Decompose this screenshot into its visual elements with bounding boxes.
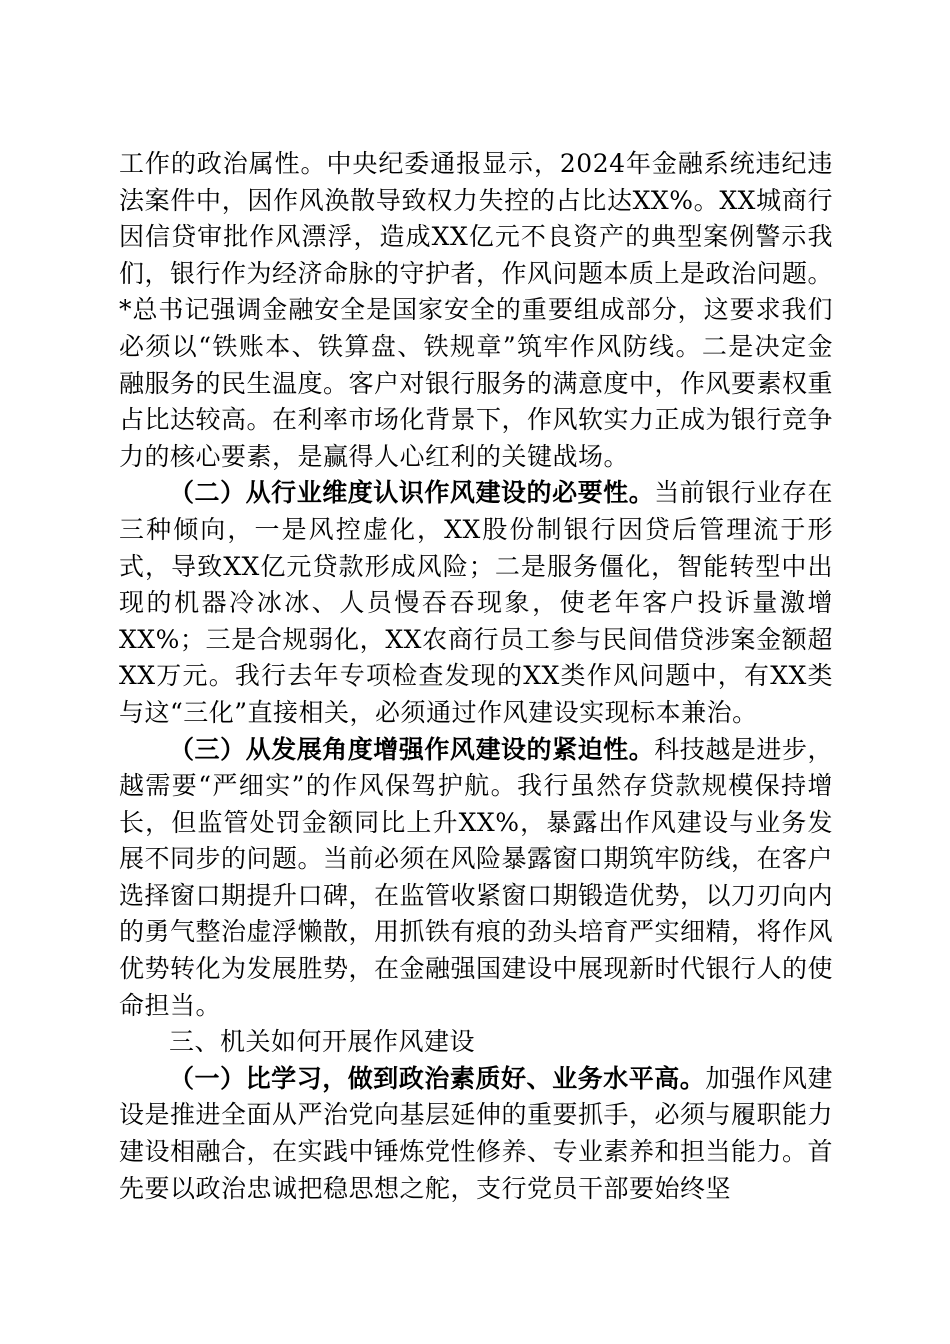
subheading-industry-necessity: （二）从行业维度认识作风建设的必要性。 <box>169 478 655 508</box>
paragraph-development-urgency <box>119 732 833 1025</box>
paragraph-study <box>119 1061 833 1207</box>
paragraph-industry-necessity <box>119 475 833 731</box>
document-page <box>119 146 833 1207</box>
paragraph-continuation: 工作的政治属性。中央纪委通报显示，2024年金融系统违纪违法案件中，因作风涣散导致权力失控的占比达XX%。XX城商行因信贷审批作风漂浮，造成XX亿元不良资产的典型案例警示我们，银行作为经济命脉的守护者，作风问题本质上是政治问题。*总书记强调金融安全是国家安全的重要组成部分，这要求我们必须以“铁账本、铁算盘、铁规章”筑牢作风防线。二是决定金融服务的民生温度。客户对银行服务的满意度中，作风要素权重占比达较高。在利率市场化背景下，作风软实力正成为银行竞争力的核心要素，是赢得人心红利的关键战场。 <box>119 149 834 471</box>
body-industry-necessity: 当前银行业存在三种倾向，一是风控虚化，XX股份制银行因贷后管理流于形式，导致XX亿元贷款形成风险；二是服务僵化，智能转型中出现的机器冷冰冰、人员慢吞吞现象，使老年客户投诉量激增XX%；三是合规弱化，XX农商行员工参与民间借贷涉案金额超XX万元。我行去年专项检查发现的XX类作风问题中，有XX类与这“三化”直接相关，必须通过作风建设实现标本兼治。 <box>119 478 833 727</box>
body-study: 加强作风建设是推进全面从严治党向基层延伸的重要抓手，必须与履职能力建设相融合，在实践中锤炼党性修养、专业素养和担当能力。首先要以政治忠诚把稳思想之舵，支行党员干部要始终坚 <box>119 1063 834 1203</box>
body-development-urgency: 科技越是进步，越需要“严细实”的作风保驾护航。我行虽然存贷款规模保持增长，但监管处罚金额同比上升XX%，暴露出作风建设与业务发展不同步的问题。当前必须在风险暴露窗口期筑牢防线，在客户选择窗口期提升口碑，在监管收紧窗口期锻造优势，以刀刃向内的勇气整治虚浮懒散，用抓铁有痕的劲头培育严实细精，将作风优势转化为发展胜势，在金融强国建设中展现新时代银行人的使命担当。 <box>119 734 834 1020</box>
subheading-development-urgency: （三）从发展角度增强作风建设的紧迫性。 <box>169 734 655 764</box>
subheading-study: （一）比学习，做到政治素质好、业务水平高。 <box>169 1063 706 1093</box>
section-heading-three: 三、机关如何开展作风建设 <box>169 1027 476 1057</box>
